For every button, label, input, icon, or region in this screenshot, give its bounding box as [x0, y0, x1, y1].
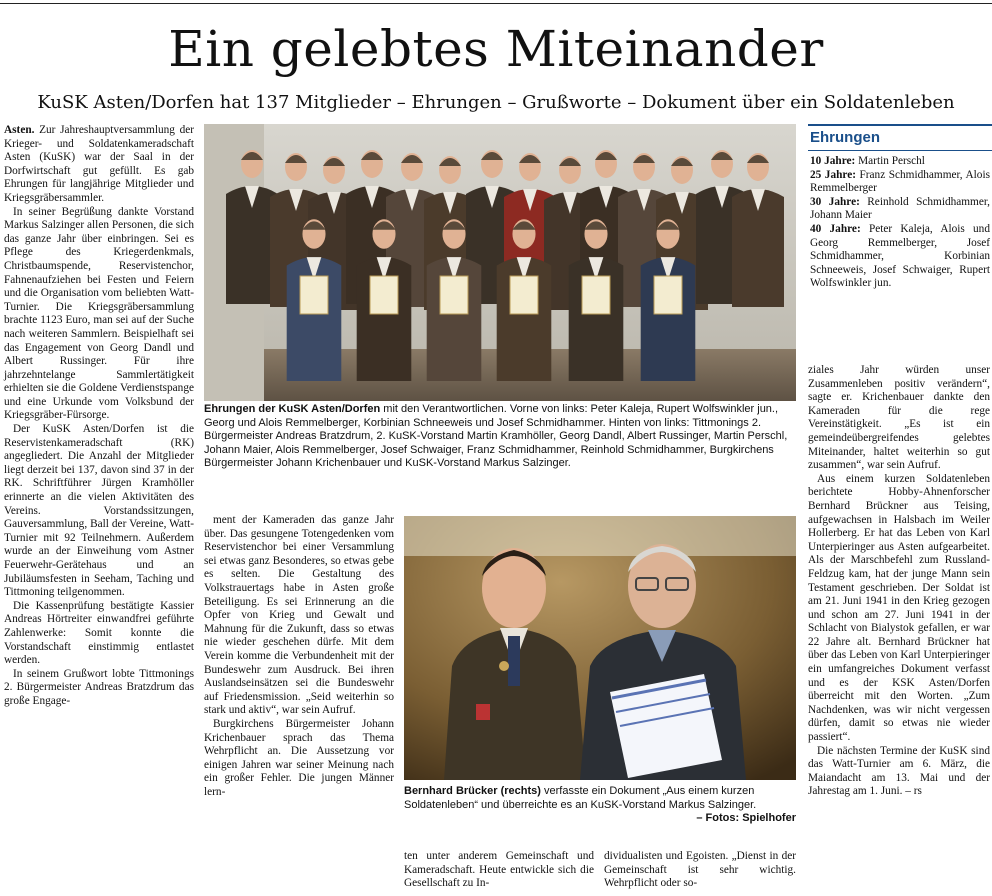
paragraph-text: Die Kassenprüfung bestätigte Kassier Andreas Hörtreiter einwandfrei geführte Zahlenwerke: Somit konnte die Vorstandschaft einstimmig entlastet werden.: [4, 599, 194, 667]
paragraph-text: dividualisten und Egoisten. „Dienst in der Gemeinschaft ist sehr wichtig. Wehrpflicht oder so-: [604, 850, 796, 890]
certificate: [300, 276, 328, 314]
honors-names: Reinhold Schmidhammer, Johann Maier: [810, 195, 990, 222]
handover-photo-image: [404, 516, 796, 780]
paragraph-text: Die nächsten Termine der KuSK sind das Watt-Turnier am 6. März, die Maiandacht am 13. Mai und der Jahrestag am 1. Juni. – rs: [808, 744, 990, 798]
honors-years: 10 Jahre:: [810, 155, 856, 167]
paragraph-text: ment der Kameraden das ganze Jahr über. Das gesungene Totengedenken vom Reservistenchor bei einer Versammlung sei etwas ganz Besonderes, so etwas gebe es selten. Die Gestaltung des Volkstrauertags habe in Asten große Beteiligung. Es sei Erinnerung an die Opfer von Krieg und Gewalt und Mahnung für die Zukunft, dass so etwas nie wieder geschehen dürfe. Mit dem Verein komme die Verbundenheit mit der Bundeswehr zum Ausdruck. Bei ihren Auslandseinsätzen sei die Bundeswehr auf Friedensmission. „Seid weiterhin so stark und aktiv“, war sein Aufruf.: [204, 514, 394, 717]
caption-lead: Ehrungen der KuSK Asten/Dorfen: [204, 403, 381, 415]
paragraph-text: In seiner Begrüßung dankte Vorstand Markus Salzinger allen Personen, die sich das ganze Jahr über einbringen. Sei es Pflege des Kriegerdenkmals, Christbaumspende, Reservistenchor, Fahnenaufziehen bei Festen und Feiern und die Organisation vom beliebten Watt-Turnier. Die Kriegsgräbersammlung brachte 1123 Euro, man sei auf der Suche nach weiteren Sammlern. Beispielhaft sei das Engagement von Georg Dandl und Albert Russinger. Für ihre jahrzehntelange Sammlertätigkeit erhielten sie die Goldene Verdienstspange und eine Urkunde vom Volksbund der Kriegsgräber-Fürsorge.: [4, 205, 194, 422]
paragraph-text: ten unter anderem Gemeinschaft und Kameradschaft. Heute entwickle sich die Gesellschaft zu In-: [404, 850, 594, 890]
headline: Ein gelebtes Miteinander: [168, 20, 824, 78]
handover-photo: [404, 516, 796, 780]
photo-credit: – Fotos: Spielhofer: [696, 812, 796, 824]
honors-box: [808, 124, 992, 348]
honors-years: 25 Jahre:: [810, 168, 856, 181]
paragraph: [204, 514, 394, 718]
honors-years: 40 Jahre:: [810, 222, 861, 235]
paragraph: [204, 718, 394, 800]
certificate: [510, 276, 538, 314]
top-rule: [0, 3, 992, 4]
paragraph: [4, 668, 194, 709]
article-column-3: [404, 850, 594, 896]
article-column-2: [204, 514, 394, 896]
paragraph-text: Burgkirchens Bürgermeister Johann Krichenbauer sprach das Thema Wehrpflicht an. Die Aussetzung vor einigen Jahren war seiner Meinung nach ein großer Fehler. Die jungen Männer lern-: [204, 717, 394, 798]
certificate: [440, 276, 468, 314]
paragraph: [808, 473, 990, 745]
paragraph: [4, 423, 194, 600]
group-photo-caption: [204, 403, 796, 471]
honors-row: [810, 169, 990, 196]
subheadline: KuSK Asten/Dorfen hat 137 Mitglieder – Ehrungen – Grußworte – Dokument über ein Soldatenleben: [37, 92, 955, 113]
article-column-5: [808, 364, 990, 896]
caption-text: mit den Verantwortlichen. Vorne von links: Peter Kaleja, Rupert Wolfswinkler jun., Georg und Alois Remmelberger, Korbinian Schneeweis und Josef Schmidhammer. Hinten von links: Tittmonings 2. Bürgermeister Andreas Bratzdrum, 2. KuSK-Vorstand Martin Kramhöller, Georg Dandl, Albert Russinger, Martin Perschl, Johann Maier, Alois Remmelberger, Josef Schwaiger, Franz Schmidhammer, Reinhold Schmidhammer, Burgkirchens Bürgermeister Johann Krichenbauer und KuSK-Vorstand Markus Salzinger.: [204, 403, 788, 469]
honors-names: Martin Perschl: [855, 155, 925, 167]
paragraph-text: Der KuSK Asten/Dorfen ist die Reservistenkameradschaft (RK) angegliedert. Die Anzahl der Mitglieder liegt derzeit bei 137, davon sind 37 in der RK. Schriftführer Jürgen Kramhöller erinnerte an die vielen Aktivitäten des Vereins. Vorstandssitzungen, Gauversammlung, Ball der Vereine, Watt-Turnier mit 92 Teilnehmern. Außerdem wurde an der Einweihung vom Astner Feuerwehr-Gerätehaus und an Jubiläumsfesten in Seeham, Taching und Tittmoning teilgenommen.: [4, 423, 194, 599]
honors-names: Peter Kaleja, Alois und Georg Remmelberger, Josef Schmidhammer, Korbinian Schneeweis, Josef Schwaiger, Rupert Wolfswinkler jun.: [810, 222, 990, 290]
group-photo: [204, 124, 796, 401]
honors-list: [808, 155, 992, 291]
caption2-text: verfasste ein Dokument „Aus einem kurzen Soldatenleben“ und überreichte es an KuSK-Vorstand Markus Salzinger.: [404, 785, 757, 811]
article-column-1: [4, 124, 194, 896]
paragraph-text: In seinem Grußwort lobte Tittmonings 2. Bürgermeister Andreas Bratzdrum das große Engage-: [4, 667, 194, 707]
honors-row: [810, 196, 990, 223]
paragraph: [4, 600, 194, 668]
certificate: [370, 276, 398, 314]
honors-box-divider: [808, 150, 992, 151]
handover-photo-caption: [404, 785, 796, 826]
certificate: [582, 276, 610, 314]
group-photo-image: [204, 124, 796, 401]
paragraph-text: Zur Jahreshauptversammlung der Krieger- und Soldatenkameradschaft Asten (KuSK) war der Saal in der Dorfwirtschaft gut gefüllt. Es gab Ehrungen für langjährige Mitglieder und Kriegsgräbersammler.: [4, 124, 194, 204]
paragraph: [808, 364, 990, 473]
article-column-4: [604, 850, 796, 896]
caption2-lead: Bernhard Brücker (rechts): [404, 785, 541, 797]
certificate: [654, 276, 682, 314]
paragraph-text: Aus einem kurzen Soldatenleben berichtete Hobby-Ahnenforscher Bernhard Brückner aus Teising, aufgewachsen in Halsbach im Weiler Hollerberg. Er hat das Leben von Karl Unterpieringer aus Asten aufgearbeitet. Als der Marschbefehl zum Russland-Feldzug kam, hat der junge Mann sein Testament geschrieben. Der Soldat ist am 21. Juni 1941 in den Krieg gezogen und schon am 27. Juni 1941 in der Schlacht von Bialystok gefallen, er war 22 Jahre alt. Bernhard Brückner hat über das Leben von Karl Unterpieringer ein umfangreiches Dokument verfasst und es der KSK Asten/Dorfen überreicht mit den Worten. „Zum Nachdenken, was wir nicht vergessen dürfen, damit so etwas nie wieder passiert“.: [808, 472, 990, 744]
honors-names: Franz Schmidhammer, Alois Remmelberger: [810, 168, 990, 195]
honors-years: 30 Jahre:: [810, 195, 860, 208]
paragraph-text: ziales Jahr würden unser Zusammenleben positiv verändern“, sagte er. Krichenbauer dankte den Kameraden für die rege Vereinstätigkeit. „Es ist ein gemeindeübergreifendes gelebtes Miteinander, haltet weiterhin so gut zusammen“, war sein Aufruf.: [808, 364, 990, 472]
paragraph: [4, 124, 194, 206]
paragraph: [604, 850, 796, 891]
honors-row: [810, 223, 990, 291]
honors-row: [810, 155, 990, 169]
honors-box-title: Ehrungen: [810, 129, 880, 146]
paragraph: [404, 850, 594, 891]
paragraph: [808, 745, 990, 799]
paragraph: [4, 206, 194, 424]
dateline: Asten.: [4, 124, 35, 136]
